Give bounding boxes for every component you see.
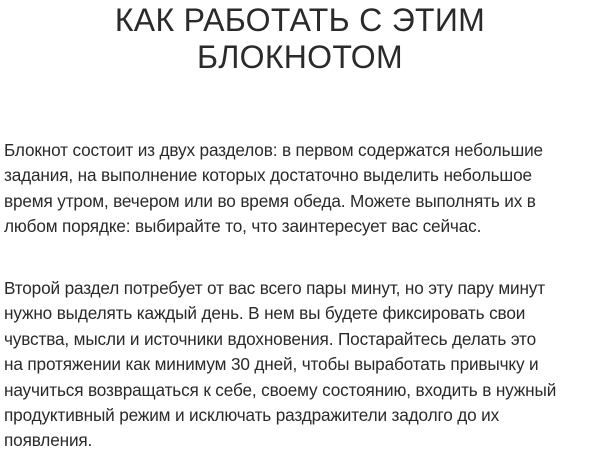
- text-line: Блокнот состоит из двух разделов: в первом содержатся небольшие: [4, 140, 543, 160]
- page-title: [0, 2, 600, 76]
- title-line: БЛОКНОТОМ: [197, 39, 403, 75]
- text-line: появления.: [4, 430, 93, 451]
- paragraph-second-section: [4, 276, 598, 454]
- text-line: продуктивный режим и исключать раздражители задолго до их: [4, 405, 500, 426]
- text-line: чувства, мысли и источники вдохновения. Постарайтесь делать это: [4, 328, 536, 349]
- text-line: время утром, вечером или во время обеда. Можете выполнять их в: [4, 190, 536, 211]
- text-line: на протяжении как минимум 30 дней, чтобы выработать привычку и: [4, 354, 539, 375]
- text-line: любом порядке: выбирайте то, что заинтересует вас сейчас.: [4, 216, 482, 237]
- text-line: Второй раздел потребует от вас всего пары минут, но эту пару минут: [4, 278, 545, 298]
- text-line: нужно выделять каждый день. В нем вы будете фиксировать свои: [4, 303, 526, 324]
- text-line: научиться возвращаться к себе, своему состоянию, входить в нужный: [4, 379, 557, 400]
- text-line: задания, на выполнение которых достаточно выделить небольшое: [4, 165, 532, 186]
- title-line: КАК РАБОТАТЬ С ЭТИМ: [114, 2, 486, 38]
- paragraph-first-section: [4, 138, 598, 240]
